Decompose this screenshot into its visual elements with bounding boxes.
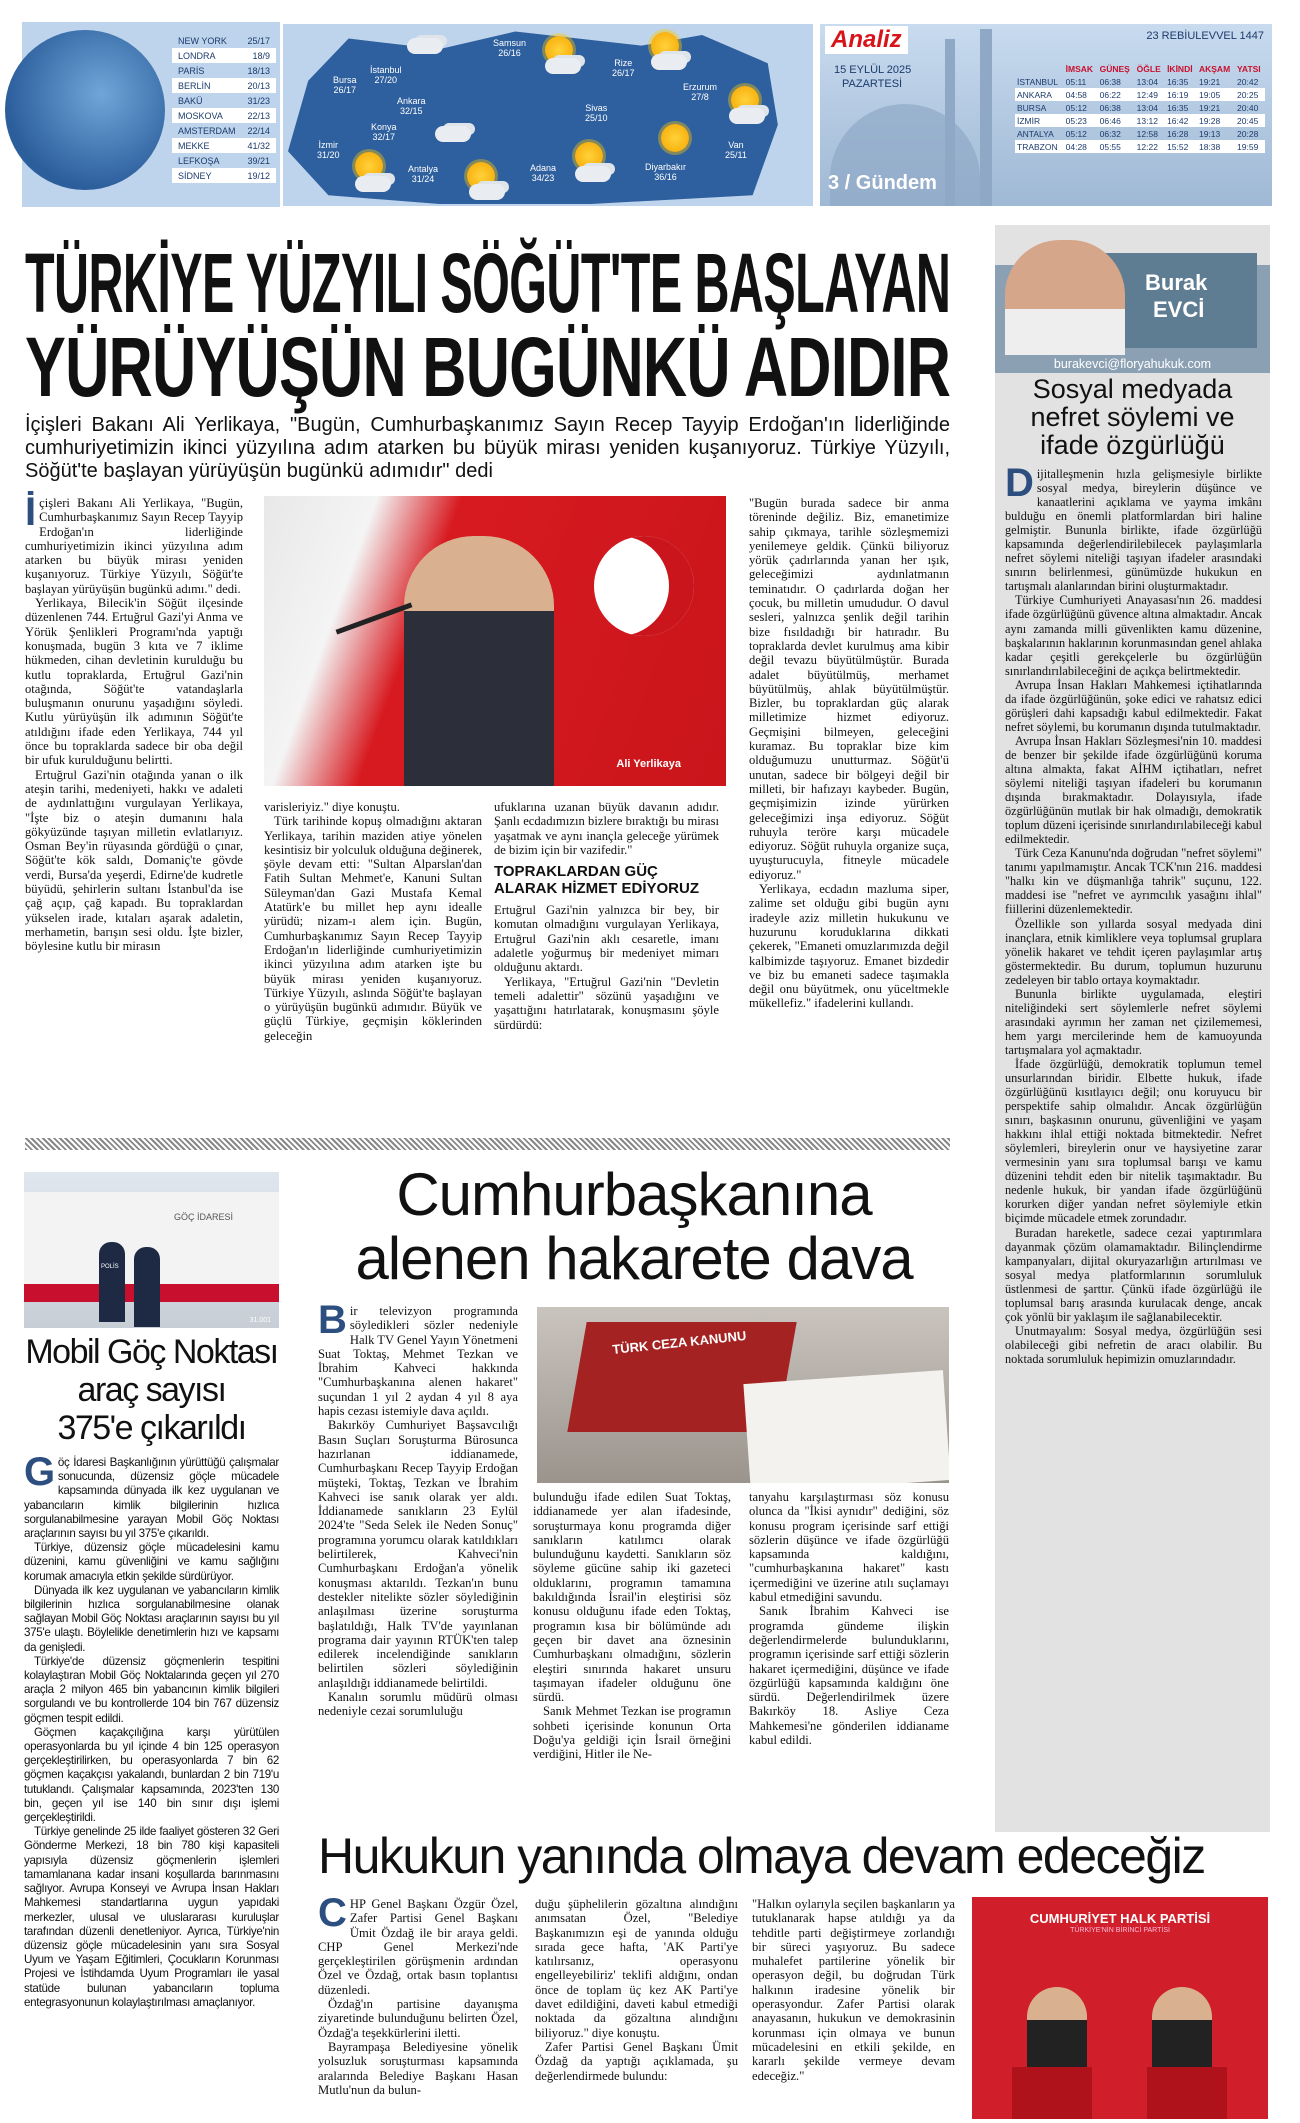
prayer-city: BURSA xyxy=(1017,102,1047,113)
map-city-temp: 31/24 xyxy=(411,174,435,184)
speaker-figure xyxy=(404,536,554,786)
prayer-time: 05:11 xyxy=(1065,76,1087,87)
city-name: BAKÜ xyxy=(178,95,203,106)
paragraph: Türk Ceza Kanunu'nda doğrudan "nefret söylemi" tanımı yapılmamıştır. Ancak TCK'nın 216. maddesi "halkı kin ve düşmanlığa tahrik" suçunu, 122. maddesi ise "nefret ve ayrımcılık yasağını ihlal" fiillerini düzenlemektedir. xyxy=(1005,846,1262,917)
map-city-label xyxy=(371,122,397,142)
migration-headline xyxy=(24,1333,279,1447)
map-city-temp: 36/16 xyxy=(654,172,677,182)
world-weather-row xyxy=(172,33,276,48)
insult-headline-line1-wrap xyxy=(318,1163,950,1227)
prayer-time: 05:23 xyxy=(1064,114,1098,127)
police-label: POLİS xyxy=(101,1264,119,1270)
world-weather-row xyxy=(172,63,276,78)
paragraph: Türkiye'de düzensiz göçmenlerin tespitini kolaylaştıran Mobil Göç Noktalarında geçen yıl 270 araçla 2 milyon 465 bin yabancının kimlik bilgileri sorgulandı ve bu kontrollerde 104 bin 767 düzensiz göçmen tespit edildi. xyxy=(24,1654,279,1725)
city-temp: 31/23 xyxy=(247,95,270,106)
paragraph: Özellikle son yıllarda sosyal medyada dini inançlara, etnik kimliklere veya toplumsal gruplara yönelik hakaret ve tehdit içeren paylaşımlar artış göstermektedir. Bu durum, toplumun huzurunu zedeleyen bir tablo ortaya koymaktadır. xyxy=(1005,916,1262,987)
insult-column-1 xyxy=(318,1298,518,1719)
map-city-name: Erzurum xyxy=(683,82,718,92)
lead-column-1 xyxy=(25,490,243,954)
lead-subhead: İçişleri Bakanı Ali Yerlikaya, "Bugün, Cumhurbaşkanımız Sayın Recep Tayyip Erdoğan'ın liderliğinde cumhuriyetimizin ikinci yüzyılına adım atarken bu büyük mirası yeniden kuşanıyoruz. Türkiye Yüzyılı, Söğüt'te başlayan yürüyüşün bugünkü adımıdır" dedi xyxy=(25,414,950,482)
migration-body xyxy=(24,1450,279,2010)
map-city-temp: 26/16 xyxy=(498,48,521,58)
paragraph: Zafer Partisi Genel Başkanı Ümit Özdağ da yaptığı açıklamada, şu değerlendirmede bulundu: xyxy=(535,2039,738,2083)
hijri-date: 23 REBİULEVVEL 1447 xyxy=(1146,30,1264,42)
city-name: LONDRA xyxy=(178,50,216,61)
prayer-row xyxy=(1015,114,1265,127)
author-last-name: EVCİ xyxy=(1153,297,1205,322)
officer-figure xyxy=(134,1247,160,1327)
prayer-time: 15:52 xyxy=(1165,140,1197,153)
prayer-time: 05:12 xyxy=(1065,128,1087,139)
map-city-name: Samsun xyxy=(493,38,527,48)
prayer-time: 06:32 xyxy=(1099,128,1121,139)
map-city-label xyxy=(370,65,402,85)
lead-column-3b xyxy=(494,903,719,1032)
van-label: GÖÇ İDARESİ xyxy=(174,1212,234,1222)
city-temp: 20/13 xyxy=(247,80,270,91)
map-city-name: Ankara xyxy=(397,96,426,106)
city-name: NEW YORK xyxy=(178,35,227,46)
prayer-time: 16:35 xyxy=(1167,76,1189,87)
paragraph: Avrupa İnsan Hakları Mahkemesi içtihatlarında da ifade özgürlüğünün, şoke edici ve rahatsız edici görüşleri dahi kapsadığı kabul edilmektedir. Fakat nefret söylemi, bu korumanın dışında tutulmaktadır. xyxy=(1005,677,1262,734)
cloud-icon xyxy=(355,176,391,192)
prayer-city: İZMİR xyxy=(1015,114,1064,127)
paragraph: Türkiye genelinde 25 ilde faaliyet gösteren 32 Geri Gönderme Merkezi, 18 bin 780 kişi kapasiteli yapısıyla düzensiz göçmenlerin işlemleri tamamlanana kadar insani koşullarda barınmasını sağlıyor. Avrupa Konseyi ve Avrupa İnsan Hakları Mahkemesi standartlarına uygun yapıdaki merkezler, ulusal ve uluslararası kuruluşlar tarafından düzenli denetleniyor. Ayrıca, Türkiye'nin düzensiz göçle mücadelesinin yanı sıra Sosyal Uyum ve Yaşam Eğitimleri, Çocukların Korunması Projesi ve İstihdamda Uyum Programları ile yasal statüde bulunan yabancıların topluma entegrasyonunun kolaylaştırılması amaçlanıyor. xyxy=(24,1825,279,2009)
chp-column-1 xyxy=(318,1891,518,2097)
cloud-icon xyxy=(469,184,505,200)
chp-column-2 xyxy=(535,1897,738,2083)
migration-headline-line3-wrap xyxy=(24,1409,279,1447)
map-city-temp: 25/11 xyxy=(725,150,747,160)
city-temp: 39/21 xyxy=(247,155,270,166)
map-city-temp: 32/17 xyxy=(372,132,396,142)
van-number: 31.001 xyxy=(249,1317,271,1324)
world-weather-row xyxy=(172,93,276,108)
issue-date: 15 EYLÜL 2025 xyxy=(834,64,912,76)
prayer-time: 06:38 xyxy=(1099,102,1121,113)
city-temp: 41/32 xyxy=(247,140,270,151)
masthead-panel xyxy=(820,24,1272,206)
prayer-time: 13:04 xyxy=(1136,102,1158,113)
prayer-row xyxy=(1015,140,1265,153)
chp-column-3 xyxy=(752,1897,955,2083)
chp-banner-sub: TÜRKİYE'NİN BİRİNCİ PARTİSİ xyxy=(1070,1927,1170,1934)
paragraph: bulunduğu ifade edilen Suat Toktaş, iddianamede yer alan ifadesinde, soruşturmaya konu programda diğer sanıkların katılımcı olarak bulunduğunu kaydetti. Sanıkların söz söyleme gücüne sahip iki gazeteci olduklarını, programın tamamına bakıldığında İsrail'in eleştirisi söz konusu olduğunu ifade eden Toktaş, programın kısa bir bölümünde adı geçen bir davet ana öznesinin Cumhurbaşkanı olmadığını, sözlerin eleştiri sınırında hakaret unsuru taşımayan ifadeler olduğunu öne sürdü. xyxy=(533,1490,731,1705)
prayer-time: 20:25 xyxy=(1235,88,1265,101)
map-city-name: Bursa xyxy=(333,75,357,85)
opinion-column xyxy=(995,225,1270,1832)
paragraph: Dijitalleşmenin hızla gelişmesiyle birlikte sosyal medya, bireylerin düşünce ve kanaatlerini açıklama ve yayma imkânı bulduğu en önemli platformlardan biri haline gelmiştir. Bununla birlikte, ifade özgürlüğü kapsamında değerlendirilebilecek paylaşımlarla nefret söylemi niteliği taşıyan ifadeler arasındaki sınırın belirlenmesi, günümüzde hukukun en tartışmalı alanlarından birini oluşturmaktadır. xyxy=(1005,461,1262,594)
city-name: MOSKOVA xyxy=(178,110,223,121)
map-city-name: İstanbul xyxy=(370,65,402,75)
prayer-header: GÜNEŞ xyxy=(1099,63,1130,74)
microphone xyxy=(336,602,413,634)
issue-day: PAZARTESİ xyxy=(842,78,903,90)
world-weather-row xyxy=(172,138,276,153)
chp-headline: Hukukun yanında olmaya devam edeceğiz xyxy=(318,1828,1205,1884)
map-city-label xyxy=(317,140,340,160)
author-photo xyxy=(1005,240,1125,355)
city-temp: 22/14 xyxy=(247,125,270,136)
book-title: TÜRK CEZA KANUNU xyxy=(611,1328,747,1357)
chp-headline-wrap xyxy=(318,1826,1268,1886)
prayer-time: 19:13 xyxy=(1198,128,1221,139)
map-city-label xyxy=(397,96,426,116)
world-weather-row xyxy=(172,108,276,123)
city-temp: 19/12 xyxy=(247,170,270,181)
rain-cloud-icon xyxy=(435,126,471,142)
map-city-temp: 32/15 xyxy=(400,106,423,116)
map-city-temp: 26/17 xyxy=(333,85,357,95)
turkey-weather-map xyxy=(283,24,813,206)
insult-column-2 xyxy=(533,1490,731,1762)
chp-banner: CUMHURİYET HALK PARTİSİ xyxy=(1029,1911,1211,1926)
city-temp: 22/13 xyxy=(247,110,270,121)
world-weather-row xyxy=(172,168,276,183)
prayer-time: 04:58 xyxy=(1064,88,1098,101)
prayer-time: 20:42 xyxy=(1237,76,1259,87)
prayer-header: AKŞAM xyxy=(1198,63,1231,74)
world-weather-row xyxy=(172,78,276,93)
prayer-time: 16:19 xyxy=(1165,88,1197,101)
map-city-name: Van xyxy=(728,140,744,150)
prayer-city: ANTALYA xyxy=(1017,128,1054,139)
city-name: LEFKOŞA xyxy=(178,155,220,166)
paragraph: Bayrampaşa Belediyesine yönelik yolsuzluk soruşturması kapsamında aralarında Belediye Başkanı Hasan Mutlu'nun da bulun- xyxy=(318,2039,518,2097)
map-city-temp: 27/20 xyxy=(374,75,398,85)
city-temp: 25/17 xyxy=(247,35,270,46)
map-city-name: Adana xyxy=(530,163,557,173)
lead-photo xyxy=(264,496,726,786)
map-city-temp: 25/10 xyxy=(585,113,608,123)
author-first-name: Burak xyxy=(1145,270,1208,295)
map-city-name: Diyarbakır xyxy=(645,162,687,172)
paragraph: Bir televizyon programında söyledikleri sözler nedeniyle Halk TV Genel Yayın Yönetmeni Suat Toktaş, Mehmet Tezkan ve İbrahim Kahveci hakkında "Cumhurbaşkanına alenen hakaret" suçundan 1 yıl 2 aydan 4 yıl 8 aya hapis cezası istemiyle dava açıldı. xyxy=(318,1298,518,1419)
prayer-time: 06:22 xyxy=(1098,88,1135,101)
prayer-time: 05:55 xyxy=(1098,140,1135,153)
prayer-time: 20:45 xyxy=(1235,114,1265,127)
paragraph: Buradan hareketle, sadece cezai yaptırımlara dayanmak çözüm olamamaktadır. Bilinçlendirme kampanyaları, dijital okuryazarlığın artırılması ve sosyal medya platformlarının sorumluluk üstlenmesi de şarttır. Çünkü ifade özgürlüğü ile toplumsal barış arasında kurulacak denge, ancak çok yönlü bir yaklaşım ile sağlanabilecektir. xyxy=(1005,1225,1262,1324)
paragraph: Göçmen kaçakçılığına karşı yürütülen operasyonlarda bu yıl içinde 4 bin 125 operasyon gerçekleştirilirken, bu operasyonlarda 7 bin 62 göçmen kaçakçısı yakalandı, bunlardan 2 bin 719'u tutuklandı. Çalışmalar kapsamında, 2023'ten 130 bin, geçen yıl ise 140 bin sınır dışı işlemi gerçekleştirildi. xyxy=(24,1725,279,1825)
author-email[interactable]: burakevci@floryahukuk.com xyxy=(995,355,1270,373)
officer-figure xyxy=(99,1242,125,1322)
prayer-time: 20:28 xyxy=(1237,128,1259,139)
paragraph: CHP Genel Başkanı Özgür Özel, Zafer Partisi Genel Başkanı Ümit Özdağ ile bir araya geldi. CHP Genel Merkezi'nde gerçekleştirilen görüşmenin ardından Özel ve Özdağ, ortak basın toplantısı düzenledi. xyxy=(318,1891,518,1997)
prayer-time: 19:59 xyxy=(1235,140,1265,153)
prayer-header: İKİNDİ xyxy=(1167,63,1193,74)
paragraph: tanyahu karşılaştırması söz konusu olunca da "İkisi aynıdır" dediğini, söz konusu program içerisinde sarf ettiği sözlerin düşünce ve ifade özgürlüğü kapsamında kaldığını, "cumhurbaşkanına hakaret" kastı içermediğini ve üzerine atılı suçlamayı kabul etmediğini savundu. xyxy=(749,1490,949,1605)
cloud-icon xyxy=(729,108,765,124)
map-city-label xyxy=(612,58,635,78)
paragraph: Türkiye, düzensiz göçle mücadelesini kamu düzenini, kamu güvenliğini ve kamu sağlığını korumak amacıyla etkin şekilde sürdürüyor. xyxy=(24,1541,279,1583)
lead-headline-line1: TÜRKİYE YÜZYILI SÖĞÜT'TE BAŞLAYAN xyxy=(25,236,951,330)
migration-headline-line2-wrap xyxy=(24,1371,279,1409)
migration-headline-line3: 375'e çıkarıldı xyxy=(57,1409,246,1447)
podium xyxy=(1012,2067,1092,2119)
map-city-label xyxy=(408,164,438,184)
insult-headline xyxy=(318,1163,950,1291)
newspaper-logo: Analiz xyxy=(825,26,908,54)
prayer-city: ANKARA xyxy=(1015,88,1064,101)
paragraph: "Halkın oylarıyla seçilen başkanların ya tutuklanarak hapse atıldığı ya da tehditle parti değiştirmeye zorlandığı bir süreci yaşıyoruz. Bu sadece muhalefet partilerine yönelik bir operasyon değil, bu doğrudan Türk halkının iradesine yönelik bir operasyondur. Zafer Partisi olarak anayasanın, hukukun ve demokrasinin korunması için olmaya ve bunun mücadelesini en etkili şekilde, en kararlı şekilde vermeye devam edeceğiz." xyxy=(752,1897,955,2083)
document-pages xyxy=(743,1370,949,1483)
city-name: PARİS xyxy=(178,65,205,76)
paragraph: Ertuğrul Gazi'nin otağında yanan o ilk ateşin tarihi, medeniyeti, hakkı ve adaleti de aydınlattığını vurgulayan Yerlikaya, "İşte biz o ateşin dumanını hala gökyüzünde taşıyan milletin evlatlarıyız. Osman Bey'in rüyasında gördüğü o çınar, Söğüt'te kök saldı, Domaniç'te gövde verdi, Bursa'da yeşerdi, Edirne'de kudretle büyüdü, şehirlerin sultanı İstanbul'da ise çağ açıp, çağ kapadı. Bu topraklardan yükselen irade, kıtaları aşarak adaletin, merhametin, barışın sesi oldu. İşte bizler, böylesine kutlu bir mirasın xyxy=(25,767,243,954)
map-city-name: Konya xyxy=(371,122,397,132)
map-city-label xyxy=(725,140,747,160)
insult-headline-line2-wrap xyxy=(318,1227,950,1291)
map-city-name: Rize xyxy=(614,58,633,68)
city-name: BERLİN xyxy=(178,80,211,91)
flag-crescent xyxy=(594,536,694,636)
cloud-icon xyxy=(651,54,687,70)
lead-column-2 xyxy=(264,800,482,1043)
paragraph: Yerlikaya, Bilecik'in Söğüt ilçesinde düzenlenen 744. Ertuğrul Gazi'yi Anma ve Yörük Şenlikleri Programı'nda yaptığı konuşmada, bugün 3 kıta ve 7 iklime hükmeden, cihan devletinin kurulduğu bu kutlu topraklarda, Ertuğrul Gazi'nin otağında, Söğüt'te vatandaşlarla buluşmanın onurunu yaşadığını söyledi. Kutlu yürüyüşün ilk adımının Söğüt'te atıldığını ifade eden Yerlikaya, 744 yıl önce bu topraklarda sadece bir oba değil bir ufuk kurulduğunu belirtti. xyxy=(25,596,243,768)
paragraph: Yerlikaya, "Ertuğrul Gazi'nin "Devletin temeli adalettir" sözünü yaşadığını ve yaşattığını hatırlatarak, konuşmasını şöyle sürdürdü: xyxy=(494,974,719,1032)
prayer-time: 18:38 xyxy=(1197,140,1235,153)
paragraph: Ertuğrul Gazi'nin yalnızca bir bey, bir komutan olmadığını vurgulayan Yerlikaya, Ertuğrul Gazi'nin aklı cesaretle, imanı adaletle yoğurmuş bir medeniyet mimarı olduğunu aktardı. xyxy=(494,903,719,975)
prayer-time: 05:12 xyxy=(1065,102,1087,113)
map-city-name: İzmir xyxy=(318,140,339,150)
prayer-city: TRABZON xyxy=(1015,140,1064,153)
prayer-header: YATSI xyxy=(1237,63,1261,74)
city-name: SİDNEY xyxy=(178,170,212,181)
prayer-time: 16:28 xyxy=(1167,128,1189,139)
paragraph: İçişleri Bakanı Ali Yerlikaya, "Bugün, Cumhurbaşkanımız Sayın Recep Tayyip Erdoğan'ın liderliğinde cumhuriyetimizin ikinci yüzyılına adım atarken bu büyük mirası yeniden kuşanıyoruz. Türkiye Yüzyılı, Söğüt'te başlayan yürüyüşün bugünkü adımı." dedi. xyxy=(25,490,243,596)
prayer-time: 12:49 xyxy=(1135,88,1165,101)
lead-column-3 xyxy=(494,800,719,1032)
map-city-temp: 26/17 xyxy=(612,68,635,78)
prayer-row xyxy=(1015,88,1265,101)
prayer-time: 12:58 xyxy=(1136,128,1158,139)
prayer-time: 13:04 xyxy=(1136,76,1158,87)
world-weather-row xyxy=(172,48,276,63)
map-city-temp: 34/23 xyxy=(531,173,555,183)
map-city-label xyxy=(683,82,717,102)
map-city-label xyxy=(585,103,608,123)
minaret xyxy=(980,29,992,206)
paragraph: Sanık Mehmet Tezkan ise programın sohbeti içerisinde konunun Orta Doğu'ya geldiği için İsrail örneğini verdiğini, Hitler ile Ne- xyxy=(533,1704,731,1762)
insult-headline-line1: Cumhurbaşkanına xyxy=(396,1161,872,1228)
chp-press-photo xyxy=(972,1897,1268,2119)
paragraph: ufuklarına uzanan büyük davanın adıdır. Şanlı ecdadımızın bizlere bıraktığı bu mirası yaşatmak ve aynı inançla geleceğe yürümek de bizim için bir vazifedir." xyxy=(494,800,719,857)
world-weather-row xyxy=(172,123,276,138)
insult-column-3 xyxy=(749,1490,949,1747)
map-city-label xyxy=(530,163,556,183)
lead-headline-line2-wrap xyxy=(25,320,951,414)
prayer-header xyxy=(1015,62,1064,75)
paragraph: Unutmayalım: Sosyal medya, özgürlüğün sesi olabileceği gibi nefretin de aracı olabilir. Bu noktada sorumluluk hepimizin omuzlarındadır. xyxy=(1005,1323,1262,1366)
prayer-row xyxy=(1015,75,1265,88)
prayer-row xyxy=(1015,127,1265,140)
lead-column-3a xyxy=(494,800,719,857)
lead-inline-subhead: TOPRAKLARDAN GÜÇ ALARAK HİZMET EDİYORUZ xyxy=(494,863,699,898)
prayer-time: 19:28 xyxy=(1197,114,1235,127)
minaret xyxy=(945,39,955,206)
paragraph: Türkiye Cumhuriyeti Anayasası'nın 26. maddesi ifade özgürlüğünü güvence altına almaktadır. Ancak aynı zamanda milli güvenlikten kamu düzenine, başkalarının haklarının korunmasından genel ahlaka kadar çeşitli gerekçelerle bu özgürlüğün sınırlandırılabileceğini de açıkça belirtmektedir. xyxy=(1005,593,1262,678)
penal-code-book-photo xyxy=(537,1307,949,1483)
paragraph: Kanalın sorumlu müdürü olması nedeniyle cezai sorumluluğu xyxy=(318,1690,518,1719)
prayer-city: İSTANBUL xyxy=(1017,76,1058,87)
prayer-time: 12:22 xyxy=(1135,140,1165,153)
lead-headline-line2: YÜRÜYÜŞÜN BUGÜNKÜ ADIDIR xyxy=(25,320,951,414)
world-weather-row xyxy=(172,153,276,168)
map-city-label xyxy=(493,38,526,58)
column-body xyxy=(1005,461,1262,1366)
city-name: MEKKE xyxy=(178,140,210,151)
prayer-time: 19:21 xyxy=(1198,102,1221,113)
prayer-row xyxy=(1015,101,1265,114)
prayer-time: 19:21 xyxy=(1198,76,1221,87)
map-city-temp: 31/20 xyxy=(317,150,340,160)
paragraph: varisleriyiz." diye konuştu. xyxy=(264,800,400,814)
section-divider xyxy=(25,1138,950,1150)
paragraph: Türk tarihinde kopuş olmadığını aktaran Yerlikaya, tarihin maziden atiye yönelen kesintisiz bir yolculuk olduğuna değinerek, şöyle devam etti: "Sultan Alparslan'dan Fatih Sultan Mehmet'e, Kanuni Sultan Süleyman'dan Gazi Mustafa Kemal Atatürk'e bu millet hep aynı idealle yürüdü; nizam-ı alem için. Bugün, Cumhurbaşkanımız Sayın Recep Tayyip Erdoğan'ın liderliğinde cumhuriyetimizin ikinci yüzyılına adım atarken işte bu büyük mirası yeniden kuşanıyoruz. Türkiye Yüzyılı, aslında Söğüt'te başlayan o yürüyüşün bugünkü adımıdır. Büyük ve güçlü Türkiye, geçmişin köklerinden geleceğin xyxy=(264,814,482,1043)
paragraph: duğu şüphelilerin gözaltına alındığını anımsatan Özel, "Belediye Başkanımızın eşi de yanında olduğu sırada gece hafta, 'AK Parti'ye katılırsanız, operasyonu engelleyebiliriz' teklifi aldığını, ondan önce de toplam üç kez AK Parti'ye davet edildiğini, daveti kabul etmediği noktada da gözaltına alındığını biliyoruz." diye konuştu. xyxy=(535,1897,738,2040)
prayer-time: 06:38 xyxy=(1099,76,1121,87)
prayer-time: 13:12 xyxy=(1135,114,1165,127)
section-label: 3 / Gündem xyxy=(828,172,937,194)
city-name: AMSTERDAM xyxy=(178,125,236,136)
paragraph: "Bugün burada sadece bir anma töreninde değiliz. Biz, emanetimize sahip çıkmaya, tarihle sözleşmemizi yenilemeye geldik. Çünkü biliyoruz yörük çadırlarında yanan her ışık, geleceğimizi aydınlatmanın teminatıdır. O çadırlarda doğan her çocuk, bu milletin umududur. O davul sesleri, yalnızca şenlik değil tarihin bize fısıldadığı bir hatıradır. Bu topraklarda devlet kurulmuş ama kibir değil tevazu büyütülmüştür. Burada adalet büyütülmüş, merhamet büyütülmüş, ahlak büyütülmüştür. Bizler, bu topraklardan güç alarak milletimize hizmet ediyoruz. Geçmişini bilmeyen, geleceğini kuramaz. Bu topraklar bize kim olduğumuzu unutturmaz. Söğüt'ü unutan, sadece bir bölgeyi değil bir milleti, bir hafızayı kaybeder. Bugün, geçmişimizin izinde yürürken geleceğimizi inşa ediyoruz. Söğüt ruhuyla teröre karşı mücadele ediyoruz. Söğüt ruhuyla organize suça, uyuşturucuyla, fitneyle mücadele ediyoruz." xyxy=(749,496,949,882)
prayer-time: 06:46 xyxy=(1098,114,1135,127)
paragraph: Göç İdaresi Başkanlığının yürüttüğü çalışmalar sonucunda, düzensiz göçle mücadele kapsamında dünyada ilk kez uygulanan ve yabancıların kimlik bilgilerinin hızlıca sorgulanabilmesine yarayan Mobil Göç Noktası araçlarının sayısı bu yıl 375'e çıkarıldı. xyxy=(24,1450,279,1541)
insult-headline-line2: alenen hakarete dava xyxy=(355,1225,913,1292)
paragraph: Bakırköy Cumhuriyet Başsavcılığı Basın Suçları Soruşturma Bürosunca hazırlanan iddianamede, Cumhurbaşkanı Recep Tayyip Erdoğan müşteki, Toktaş, Tezkan ve İbrahim Kahveci ise sanık olarak yer aldı. İddianamede sanıkların 23 Eylül 2024'te "Seda Selek ile Neden Sonuç" programına yorumcu olarak katıldıkları belirtilerek, Kahveci'nin Cumhurbaşkanı Erdoğan'a yönelik konuşması aktarıldı. Tezkan'ın bunu destekler nitelikte sözler söylediğinin anlaşılması üzerine soruşturma başlatıldığı, Halk TV'de yayınlanan programa dair yayının RTÜK'ten talep edilerek incelendiğinde sanıkların belirtilen sözleri söylediğinin anlaşıldığı iddianamede belirtildi. xyxy=(318,1418,518,1690)
world-weather-list xyxy=(172,33,276,183)
migration-photo xyxy=(24,1172,279,1328)
paragraph: Sanık İbrahim Kahveci ise programda gündeme ilişkin değerlendirmelerde bulunduklarını, programın içerisinde sarf ettiği sözlerin hakaret içermediğini, düşünce ve ifade özgürlüğü kapsamında kaldığını öne sürdü. Değerlendirilmek üzere Bakırköy 18. Asliye Ceza Mahkemesi'ne gönderilen iddianame kabul edildi. xyxy=(749,1604,949,1748)
cloud-icon xyxy=(575,166,611,182)
sun-icon xyxy=(661,124,689,152)
prayer-header: ÖĞLE xyxy=(1136,63,1161,74)
prayer-header: İMSAK xyxy=(1065,63,1094,74)
migration-headline-line2: araç sayısı xyxy=(77,1371,226,1409)
prayer-times xyxy=(1015,62,1265,153)
prayer-time: 04:28 xyxy=(1064,140,1098,153)
cloud-icon xyxy=(545,58,581,74)
prayer-time: 16:35 xyxy=(1167,102,1189,113)
migration-headline-line1: Mobil Göç Noktası xyxy=(25,1333,278,1371)
map-city-label xyxy=(645,162,686,182)
podium xyxy=(1147,2067,1227,2119)
rain-cloud-icon xyxy=(407,38,443,54)
migration-headline-line1-wrap xyxy=(24,1333,279,1371)
map-city-name: Antalya xyxy=(408,164,439,174)
paragraph: Avrupa İnsan Hakları Sözleşmesi'nin 10. maddesi de benzer bir şekilde ifade özgürlüğünü koruma altına almakta, fakat AİHM içtihatları, nefret söylemi niteliği taşıyan ifadeleri bu korumanın dışında bırakmaktadır. Dolayısıyla, ifade özgürlüğünün mutlak bir hak olmadığı, demokratik toplum düzeni içerisinde sınırlandırılabileceği kabul edilmektedir. xyxy=(1005,733,1262,847)
prayer-time: 19:05 xyxy=(1197,88,1235,101)
globe-icon xyxy=(5,30,165,190)
map-city-label xyxy=(333,75,357,95)
city-temp: 18/13 xyxy=(247,65,270,76)
map-city-temp: 27/8 xyxy=(691,92,709,102)
lead-column-4 xyxy=(749,496,949,1011)
column-title: Sosyal medyada nefret söylemi ve ifade özgürlüğü xyxy=(1030,374,1235,460)
paragraph: Özdağ'ın partisine dayanışma ziyaretinde bulunduğunu belirten Özel, Özdağ'a teşekkürlerini iletti. xyxy=(318,1997,518,2040)
paragraph: Yerlikaya, ecdadın mazluma siper, zalime set olduğu gibi bugün aynı iradeyle aziz milletin hukukunu ve huzurunu koruduklarına dikkati çekerek, "Emaneti omuzlarımızda değil kalbimizde taşıyoruz. Emanet bizdedir ve biz bu emaneti sadece taşımakla değil onu büyütmek, onu yüceltmekle mükellefiz." ifadelerini kullandı. xyxy=(749,882,949,1011)
paragraph: Bununla birlikte uygulamada, eleştiri niteliğindeki sert söylemlerle nefret söylemi arasındaki ayrımın her zaman net çizilememesi, hem yargı mercilerinde hem de kamuoyunda tartışmalara yol açmaktadır. xyxy=(1005,986,1262,1057)
prayer-times-table xyxy=(1015,62,1265,153)
prayer-time: 16:42 xyxy=(1165,114,1197,127)
lead-headline-line1-wrap xyxy=(25,236,951,330)
prayer-time: 20:40 xyxy=(1237,102,1259,113)
city-temp: 18/9 xyxy=(252,50,270,61)
paragraph: İfade özgürlüğü, demokratik toplumun temel unsurlarından biridir. Elbette hukuk, ifade özgürlüğünü kısıtlayıcı değil; onu koruyucu bir perspektife sahip olmalıdır. Ancak özgürlüğün sınırı, başkasının onurunu, güvenliğini ve yaşam hakkını ihlal ettiği noktada bitmektedir. Nefret söylemleri, bireylerin onur ve haysiyetine zarar vermesinin yanı sıra toplumsal barışı ve kamu düzenini tehdit eden bir nitelik taşımaktadır. Bu nedenle hukuk, bir yandan ifade özgürlüğünü korurken diğer yandan nefret söylemiyle etkin biçimde mücadele etmek zorundadır. xyxy=(1005,1056,1262,1226)
map-city-name: Sivas xyxy=(585,103,608,113)
photo-caption: Ali Yerlikaya xyxy=(616,758,681,770)
paragraph: Dünyada ilk kez uygulanan ve yabancıların kimlik bilgilerinin hızlıca sorgulanabilmesine olanak sağlayan Mobil Göç Noktası araçlarının sayısı bu yıl 375'e ulaştı. Böylelikle denetimlerin hızı ve kapsamı da genişledi. xyxy=(24,1583,279,1654)
